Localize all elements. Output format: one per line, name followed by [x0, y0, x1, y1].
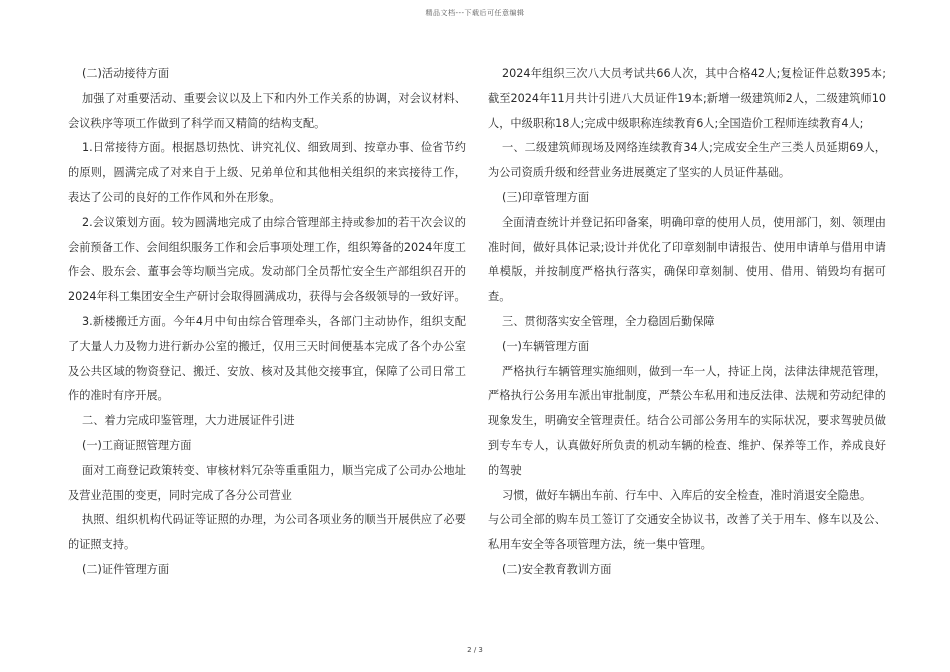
- paragraph: 一、二级建筑师现场及网络连续教育34人;完成安全生产三类人员延期69人，为公司资质升级和经营业务进展奠定了坚实的人员证件基础。: [488, 141, 886, 180]
- paragraph: 加强了对重要活动、重要会议以及上下和内外工作关系的协调，对会议材料、会议秩序等项工作做到了科学而又精简的结构支配。: [68, 91, 466, 130]
- paragraph: 全面清查统计并登记拓印备案，明确印章的使用人员，使用部门，刻、领理由准时间，做好具体记录;设计并优化了印章刻制申请报告、使用申请单与借用申请单模版，并按制度严格执行落实，确保印章刻制、使用、借用、销毁均有据可查。: [488, 215, 886, 304]
- paragraph: 1.日常接待方面。根据恳切热忱、讲究礼仪、细致周到、按章办事、俭省节约的原则，圆满完成了对来自于上级、兄弟单位和其他相关组织的来宾接待工作，表达了公司的良好的工作作风和外在形象。: [68, 141, 466, 204]
- right-text-column: [488, 62, 886, 583]
- paragraph: 3.新楼搬迁方面。今年4月中旬由综合管理牵头，各部门主动协作，组织支配了大量人力及物力进行新办公室的搬迁，仅用三天时间便基本完成了各个办公室及公共区域的物资登记、搬迁、安放、核对及其他交接事宜，保障了公司日常工作的准时有序开展。: [68, 314, 466, 403]
- section-heading: (二)安全教育教训方面: [502, 562, 612, 576]
- section-heading: (一)车辆管理方面: [502, 339, 590, 353]
- left-text-column: [68, 62, 466, 583]
- section-heading: 二、着力完成印鉴管理，大力进展证件引进: [82, 414, 295, 428]
- section-heading: (二)证件管理方面: [82, 562, 170, 576]
- page-number: 2 / 3: [467, 646, 483, 654]
- paragraph: 2.会议策划方面。较为圆满地完成了由综合管理部主持或参加的若干次会议的会前预备工作、会间组织服务工作和会后事项处理工作，组织筹备的2024年度工作会、股东会、董事会等均顺当完成。发动部门全员帮忙安全生产部组织召开的2024年科工集团安全生产研讨会取得圆满成功，获得与会各级领导的一致好评。: [68, 215, 466, 304]
- paragraph: 习惯，做好车辆出车前、行车中、入库后的安全检查，准时消退安全隐患。: [502, 488, 872, 502]
- paragraph: 执照、组织机构代码证等证照的办理，为公司各项业务的顺当开展供应了必要的证照支持。: [68, 513, 466, 552]
- paragraph: 严格执行车辆管理实施细则，做到一车一人，持证上岗，法律法律规范管理，严格执行公务用车派出审批制度，严禁公车私用和违反法律、法规和劳动纪律的现象发生，明确安全管理责任。结合公司部公务用车的实际状况，要求驾驶员做到专车专人，认真做好所负责的机动车辆的检查、维护、保养等工作，养成良好的驾驶: [488, 364, 886, 477]
- page-header: 精品文档---下载后可任意编辑: [425, 9, 525, 17]
- paragraph: 面对工商登记政策转变、审核材料冗杂等重重阻力，顺当完成了公司办公地址及营业范围的变更，同时完成了各分公司营业: [68, 463, 466, 502]
- paragraph: 2024年组织三次八大员考试共66人次，其中合格42人;复检证件总数395本;截至2024年11月共计引进八大员证件19本;新增一级建筑师2人，二级建筑师10人，中级职称18人;完成中级职称连续教育6人;全国造价工程师连续教育4人;: [488, 67, 886, 130]
- section-heading: (二)活动接待方面: [82, 67, 170, 80]
- section-heading: (一)工商证照管理方面: [82, 438, 192, 452]
- paragraph: 与公司全部的购车员工签订了交通安全协议书，改善了关于用车、修车以及公、私用车安全等各项管理方法，统一集中管理。: [488, 513, 886, 552]
- section-heading: (三)印章管理方面: [502, 190, 590, 204]
- section-heading: 三、贯彻落实安全管理，全力稳固后勤保障: [502, 314, 715, 328]
